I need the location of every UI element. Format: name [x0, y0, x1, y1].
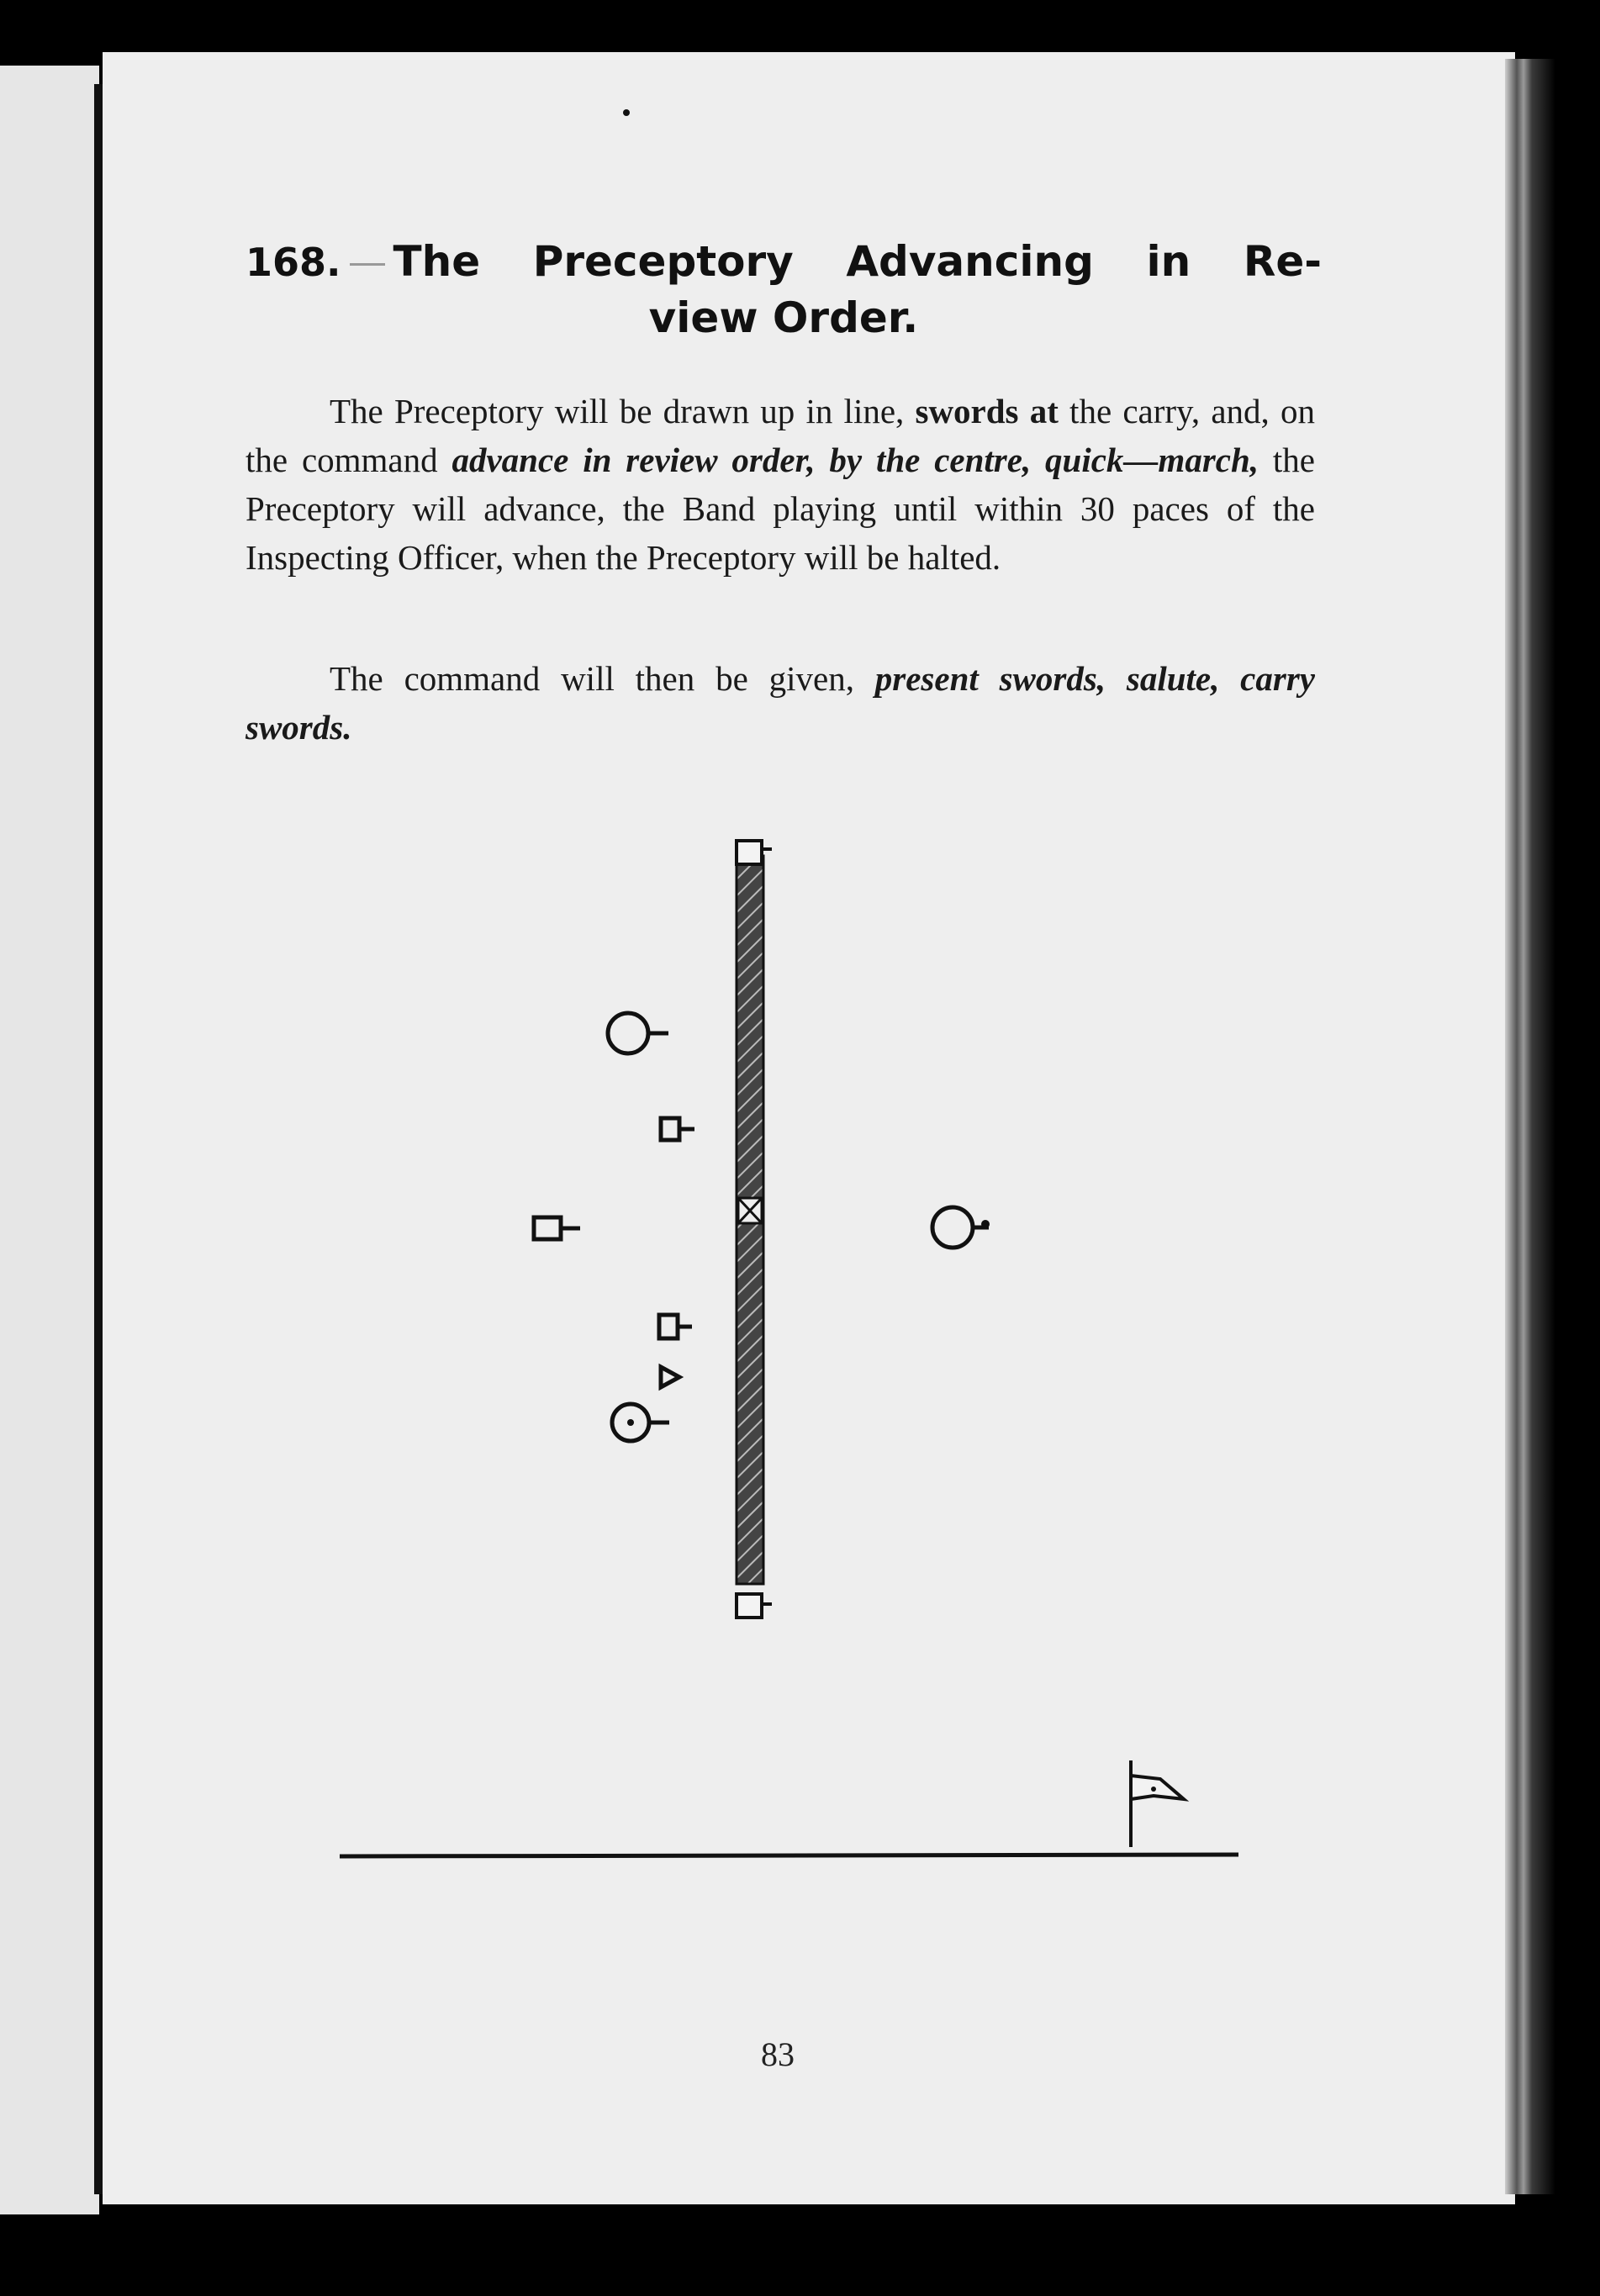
officer-square-left — [534, 1217, 580, 1239]
saluting-base-line — [340, 1855, 1238, 1856]
triangle-marker — [661, 1367, 679, 1387]
p1-text-a: The Preceptory will be drawn up in line, — [330, 392, 916, 430]
officer-square-lower — [659, 1315, 692, 1338]
preceptory-line — [737, 841, 772, 1618]
commander-circle — [612, 1404, 669, 1441]
p2-command: present swords, salute, carry swords. — [246, 659, 1315, 747]
heading-title-part1: The Preceptory Advancing in Re- — [393, 237, 1322, 286]
flank-marker-bottom — [737, 1594, 762, 1618]
officer-square-upper — [661, 1118, 694, 1140]
officer-circle-top — [608, 1013, 668, 1053]
p2-text: The command will then be given, — [330, 659, 875, 698]
heading-line-2: view Order. — [648, 293, 919, 342]
flag-icon — [1131, 1760, 1184, 1847]
inspecting-officer — [932, 1207, 990, 1248]
page-number: 83 — [761, 2035, 795, 2073]
section-number: 168. — [246, 240, 341, 285]
p1-command: advance in review order, by the centre, quick—march, — [451, 441, 1259, 479]
p1-bold: swords at — [915, 392, 1059, 430]
flank-marker-top — [737, 841, 762, 864]
p1-text-b: the carry, and, on the command — [246, 392, 1315, 479]
p1-text-c: the Preceptory will advance, the Band playing until within 30 paces of the Inspecting Officer, when the Preceptory will be halted. — [246, 441, 1315, 577]
